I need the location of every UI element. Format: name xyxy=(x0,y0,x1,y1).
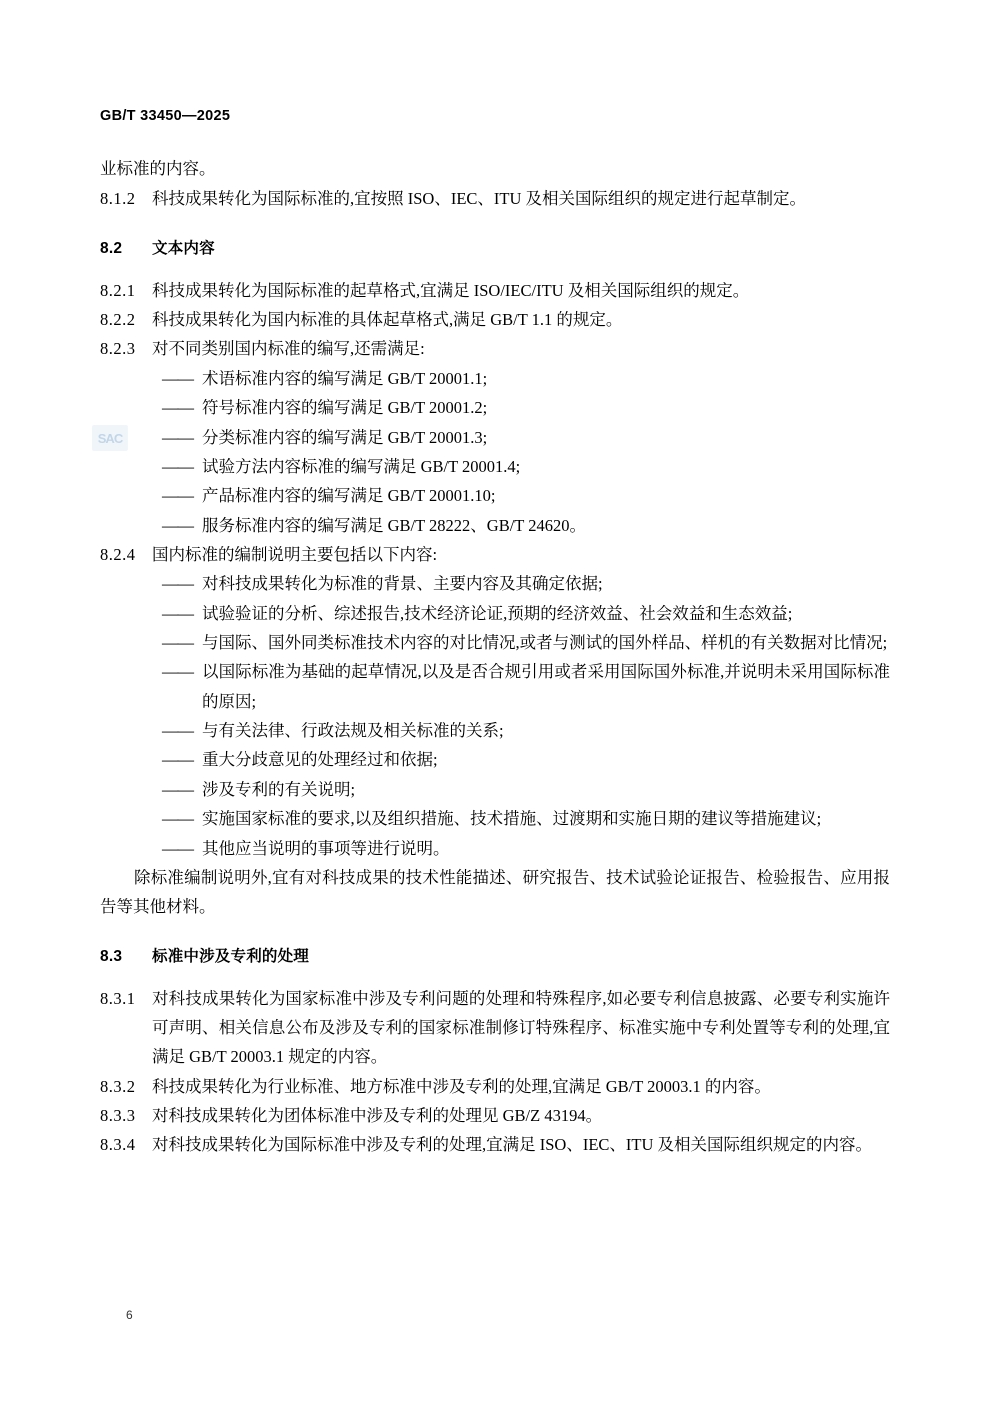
dash-marker: —— xyxy=(162,750,193,770)
list-item-text: 实施国家标准的要求,以及组织措施、技术措施、过渡期和实施日期的建议等措施建议; xyxy=(202,809,822,829)
clause-8-3-4 xyxy=(100,1130,890,1159)
dash-marker: —— xyxy=(162,721,193,741)
list-item-text: 以国际标准为基础的起草情况,以及是否合规引用或者采用国际国外标准,并说明未采用国际标准的原因; xyxy=(202,662,890,711)
list-item xyxy=(100,423,890,452)
closing-paragraph-8-2: 除标准编制说明外,宜有对科技成果的技术性能描述、研究报告、技术试验论证报告、检验报告、应用报告等其他材料。 xyxy=(100,867,890,917)
list-item xyxy=(100,481,890,510)
list-item-text: 试验验证的分析、综述报告,技术经济论证,预期的经济效益、社会效益和生态效益; xyxy=(202,603,793,623)
list-item-text: 术语标准内容的编写满足 GB/T 20001.1; xyxy=(202,368,488,388)
dash-marker: —— xyxy=(162,456,193,476)
list-item xyxy=(100,745,890,774)
list-item-text: 分类标准内容的编写满足 GB/T 20001.3; xyxy=(202,427,488,447)
list-item xyxy=(100,628,890,657)
clause-number: 8.3.2 xyxy=(100,1076,136,1096)
list-item xyxy=(100,804,890,833)
dash-marker: —— xyxy=(162,662,193,682)
clause-number: 8.3.3 xyxy=(100,1106,136,1126)
list-item-text: 符号标准内容的编写满足 GB/T 20001.2; xyxy=(202,398,488,418)
list-item xyxy=(100,452,890,481)
clause-text: 科技成果转化为国内标准的具体起草格式,满足 GB/T 1.1 的规定。 xyxy=(152,310,623,330)
list-item-text: 产品标准内容的编写满足 GB/T 20001.10; xyxy=(202,486,496,506)
dash-marker: —— xyxy=(162,779,193,799)
clause-8-2-4 xyxy=(100,540,890,569)
section-title: 标准中涉及专利的处理 xyxy=(152,947,310,965)
clause-number: 8.1.2 xyxy=(100,189,136,209)
dash-marker: —— xyxy=(162,809,193,829)
clause-8-2-3 xyxy=(100,334,890,363)
dash-marker: —— xyxy=(162,838,193,858)
dash-marker: —— xyxy=(162,486,193,506)
clause-number: 8.3.1 xyxy=(100,988,136,1008)
clause-number: 8.3.4 xyxy=(100,1135,136,1155)
clause-number: 8.2.4 xyxy=(100,544,136,564)
section-heading-8-2 xyxy=(100,236,890,258)
dash-marker: —— xyxy=(162,427,193,447)
list-item xyxy=(100,599,890,628)
list-item xyxy=(100,716,890,745)
list-item-text: 其他应当说明的事项等进行说明。 xyxy=(202,838,450,858)
clause-8-3-1 xyxy=(100,984,890,1072)
dash-marker: —— xyxy=(162,603,193,623)
dash-marker: —— xyxy=(162,633,193,653)
clause-text: 对科技成果转化为团体标准中涉及专利的处理见 GB/Z 43194。 xyxy=(152,1106,603,1126)
clause-8-3-3 xyxy=(100,1101,890,1130)
clause-text: 国内标准的编制说明主要包括以下内容: xyxy=(152,544,438,564)
continued-paragraph: 业标准的内容。 xyxy=(100,159,216,178)
list-item xyxy=(100,775,890,804)
section-number: 8.2 xyxy=(100,239,123,257)
list-item xyxy=(100,393,890,422)
clause-number: 8.2.1 xyxy=(100,280,136,300)
sac-watermark: SAC xyxy=(92,425,128,451)
clause-text: 科技成果转化为行业标准、地方标准中涉及专利的处理,宜满足 GB/T 20003.1 的内容。 xyxy=(152,1076,771,1096)
list-item-text: 服务标准内容的编写满足 GB/T 28222、GB/T 24620。 xyxy=(202,515,586,535)
list-item-text: 与有关法律、行政法规及相关标准的关系; xyxy=(202,721,504,741)
dash-marker: —— xyxy=(162,398,193,418)
section-number: 8.3 xyxy=(100,947,123,965)
clause-8-2-2 xyxy=(100,305,890,334)
dash-marker: —— xyxy=(162,515,193,535)
clause-text: 对不同类别国内标准的编写,还需满足: xyxy=(152,339,425,359)
list-item-text: 对科技成果转化为标准的背景、主要内容及其确定依据; xyxy=(202,574,603,594)
list-item xyxy=(100,834,890,863)
clause-number: 8.2.2 xyxy=(100,310,136,330)
list-item-text: 涉及专利的有关说明; xyxy=(202,779,356,799)
clause-8-3-2 xyxy=(100,1072,890,1101)
clause-8-2-1 xyxy=(100,276,890,305)
list-item-text: 重大分歧意见的处理经过和依据; xyxy=(202,750,438,770)
dash-marker: —— xyxy=(162,574,193,594)
list-item xyxy=(100,511,890,540)
list-item-text: 与国际、国外同类标准技术内容的对比情况,或者与测试的国外样品、样机的有关数据对比情况; xyxy=(202,633,888,653)
list-item-text: 试验方法内容标准的编写满足 GB/T 20001.4; xyxy=(202,456,521,476)
clause-text: 对科技成果转化为国家标准中涉及专利问题的处理和特殊程序,如必要专利信息披露、必要专利实施许可声明、相关信息公布及涉及专利的国家标准制修订特殊程序、标准实施中专利处置等专利的处理,宜满足 GB/T 20003.1 规定的内容。 xyxy=(152,988,890,1067)
list-item xyxy=(100,364,890,393)
clause-number: 8.2.3 xyxy=(100,339,136,359)
standard-header: GB/T 33450—2025 xyxy=(100,108,231,124)
list-item xyxy=(100,569,890,598)
list-item xyxy=(100,657,890,716)
clause-8-1-2 xyxy=(100,184,890,213)
section-heading-8-3 xyxy=(100,944,890,966)
clause-text: 科技成果转化为国际标准的,宜按照 ISO、IEC、ITU 及相关国际组织的规定进行起草制定。 xyxy=(152,189,807,209)
clause-text: 对科技成果转化为国际标准中涉及专利的处理,宜满足 ISO、IEC、ITU 及相关国际组织规定的内容。 xyxy=(152,1135,873,1155)
section-title: 文本内容 xyxy=(152,239,215,257)
page-content xyxy=(100,108,890,1160)
dash-marker: —— xyxy=(162,368,193,388)
clause-text: 科技成果转化为国际标准的起草格式,宜满足 ISO/IEC/ITU 及相关国际组织的规定。 xyxy=(152,280,750,300)
page-number: 6 xyxy=(126,1308,133,1322)
